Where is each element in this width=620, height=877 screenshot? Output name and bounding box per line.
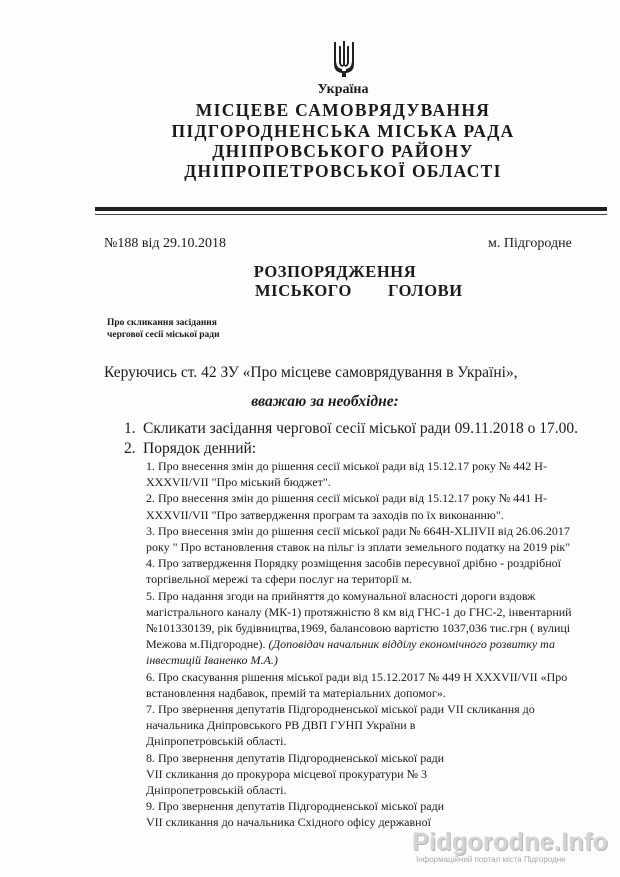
agenda-item-8-line-3: Дніпропетровській області. (146, 783, 287, 798)
header-line-4: ДНІПРОПЕТРОВСЬКОЇ ОБЛАСТІ (184, 161, 502, 181)
agenda-item-7-line-2: начальника Дніпровського РВ ДВП ГУНП України в (146, 718, 416, 733)
agenda-item-2-line-1: 2. Про внесення змін до рішення сесії міської ради від 15.12.17 року № 441 Н- (146, 491, 547, 506)
agenda-item-1-line-2: XXXVII/VII "Про міський бюджет". (146, 475, 331, 490)
document-number-date: №188 від 29.10.2018 (104, 236, 226, 251)
agenda-item-5-line-4 (146, 636, 586, 652)
agenda-item-8-line-2: VII скликання до прокурора місцевої прокуратури № 3 (146, 766, 428, 781)
site-watermark (412, 828, 612, 864)
agenda-item-9-line-2: VII скликання до начальника Східного офісу державної (146, 815, 431, 830)
subject-line-1: Про скликання засідання (107, 318, 217, 328)
agenda-item-1-line-1: 1. Про внесення змін до рішення сесії міської ради від 15.12.17 року № 442 Н- (146, 459, 547, 473)
agenda-item-9-line-1: 9. Про звернення депутатів Підгородненської міської ради (146, 799, 445, 814)
agenda-item-4-line-1: 4. Про затвердження Порядку розміщення засобів пересувної дрібно - роздрібної (146, 556, 561, 571)
header-line-1: МІСЦЕВЕ САМОВРЯДУВАННЯ (195, 100, 491, 120)
point-2-text: Порядок денний: (143, 440, 257, 457)
agenda-item-5-line-2: магістрального каналу (МК-1) протяжністю 8 км від ГНС-1 до ГНС-2, інвентарний (146, 604, 572, 619)
header-divider-thin (95, 214, 607, 215)
country-label: Україна (317, 82, 369, 97)
agenda-item-2-line-2: XXXVII/VII "Про затвердження програм та заходів по їх виконанню". (146, 507, 504, 522)
agenda-item-5-line-1: 5. Про надання згоди на прийняття до комунальної власності дороги вздовж (146, 588, 536, 603)
header-line-3: ДНІПРОВСЬКОГО РАЙОНУ (212, 141, 474, 161)
point-1-text: Скликати засідання чергової сесії міської ради 09.11.2018 о 17.00. (143, 420, 579, 437)
agenda-item-4-line-2: торгівельної мережі та сфери послуг на території м. (146, 572, 413, 587)
watermark-subtitle: Інформаційний портал міста Підгородне (416, 855, 566, 864)
agenda-item-3-line-2: року " Про встановлення ставок на пільг із зплати земельного податку на 2019 рік" (146, 540, 571, 555)
watermark-logo: Pidgorodne.Info (412, 828, 609, 856)
agenda-item-5-street: Межова м.Підгородне). (146, 637, 266, 652)
legal-basis: Керуючись ст. 42 ЗУ «Про місцеве самоврядування в Україні», (104, 364, 518, 381)
agenda-item-5-line-3: №101330139, рік будівництва,1969, балансовою вартістю 1037,036 тис.грн ( вулиці (146, 621, 571, 636)
document-place: м. Підгородне (488, 236, 572, 251)
document-title-word-2: ГОЛОВИ (388, 281, 463, 300)
point-2-number: 2. (124, 440, 136, 457)
agenda-item-7-line-1: 7. Про звернення депутатів Підгородненської міської ради VII скликання до (146, 702, 535, 717)
agenda-item-5-speaker: (Доповідач начальник відділу економічного розвитку та (268, 637, 555, 652)
decision-heading: вважаю за необхідне: (251, 393, 399, 410)
agenda-item-6-line-1: 6. Про скасування рішення міської ради від 15.12.2017 № 449 Н XXXVII/VII «Про (146, 669, 568, 684)
agenda-item-6-line-2: встановлення надбавок, премій та матеріальних допомог». (146, 685, 446, 700)
subject-line-2: чергової сесії міської ради (107, 330, 220, 340)
agenda-list (146, 458, 586, 831)
agenda-item-7-line-3: Дніпропетровській області. (146, 734, 287, 749)
document-title-line-1: РОЗПОРЯДЖЕННЯ (253, 262, 417, 281)
document-title-word-1: МІСЬКОГО (255, 281, 352, 300)
agenda-item-5-line-5: інвестицій Іваненко М.А.) (146, 653, 278, 668)
point-1-number: 1. (124, 420, 136, 437)
header-line-2: ПІДГОРОДНЕНСЬКА МІСЬКА РАДА (171, 121, 515, 141)
agenda-item-3-line-1: 3. Про внесення змін до рішення сесії міської ради № 664Н-XLIIVII від 26.06.2017 (146, 523, 570, 538)
header-divider-thick (95, 207, 607, 211)
trident-icon (331, 40, 357, 78)
agenda-item-8-line-1: 8. Про звернення депутатів Підгородненської міської ради (146, 750, 445, 765)
